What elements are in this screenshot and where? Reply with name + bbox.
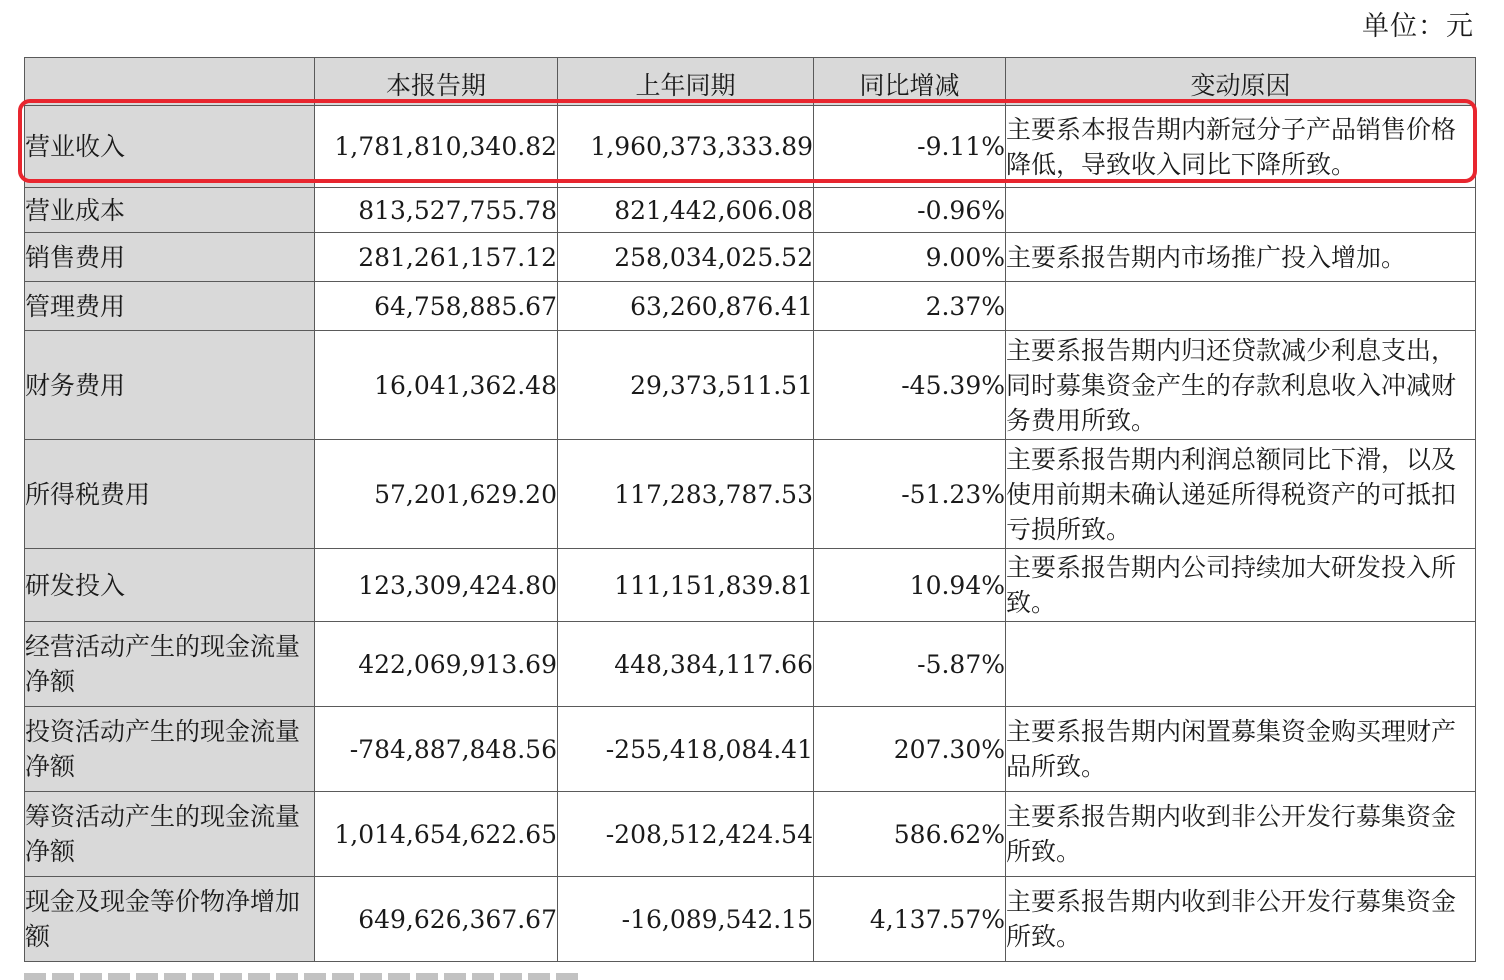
- table-row: [25, 549, 1476, 622]
- change-reason: [1006, 188, 1476, 233]
- yoy-change: -51.23%: [814, 440, 1006, 549]
- current-value: 1,014,654,622.65: [315, 792, 558, 877]
- current-value: 123,309,424.80: [315, 549, 558, 622]
- yoy-change: 586.62%: [814, 792, 1006, 877]
- row-label: 销售费用: [25, 233, 315, 282]
- current-value: 1,781,810,340.82: [315, 106, 558, 188]
- change-reason: 主要系本报告期内新冠分子产品销售价格降低，导致收入同比下降所致。: [1006, 106, 1476, 188]
- header-yoy-change: 同比增减: [814, 58, 1006, 106]
- row-label: 现金及现金等价物净增加额: [25, 877, 315, 962]
- prior-value: 29,373,511.51: [558, 331, 814, 440]
- row-label: 营业收入: [25, 106, 315, 188]
- current-value: 64,758,885.67: [315, 282, 558, 331]
- yoy-change: 10.94%: [814, 549, 1006, 622]
- yoy-change: -5.87%: [814, 622, 1006, 707]
- prior-value: 111,151,839.81: [558, 549, 814, 622]
- table-row: [25, 331, 1476, 440]
- row-label: 营业成本: [25, 188, 315, 233]
- yoy-change: -0.96%: [814, 188, 1006, 233]
- change-reason: 主要系报告期内市场推广投入增加。: [1006, 233, 1476, 282]
- prior-value: -208,512,424.54: [558, 792, 814, 877]
- change-reason: 主要系报告期内利润总额同比下滑，以及使用前期未确认递延所得税资产的可抵扣亏损所致。: [1006, 440, 1476, 549]
- yoy-change: -9.11%: [814, 106, 1006, 188]
- table-row: [25, 877, 1476, 962]
- table-row: [25, 622, 1476, 707]
- current-value: 57,201,629.20: [315, 440, 558, 549]
- yoy-change: 207.30%: [814, 707, 1006, 792]
- change-reason: 主要系报告期内公司持续加大研发投入所致。: [1006, 549, 1476, 622]
- yoy-change: 9.00%: [814, 233, 1006, 282]
- change-reason: 主要系报告期内收到非公开发行募集资金所致。: [1006, 792, 1476, 877]
- row-label: 管理费用: [25, 282, 315, 331]
- financial-table: [24, 57, 1476, 962]
- change-reason: 主要系报告期内归还贷款减少利息支出，同时募集资金产生的存款利息收入冲减财务费用所致。: [1006, 331, 1476, 440]
- yoy-change: 4,137.57%: [814, 877, 1006, 962]
- header-item: [25, 58, 315, 106]
- change-reason: [1006, 282, 1476, 331]
- table-row: [25, 188, 1476, 233]
- row-label: 财务费用: [25, 331, 315, 440]
- change-reason: 主要系报告期内闲置募集资金购买理财产品所致。: [1006, 707, 1476, 792]
- row-label: 投资活动产生的现金流量净额: [25, 707, 315, 792]
- prior-value: 258,034,025.52: [558, 233, 814, 282]
- prior-value: 821,442,606.08: [558, 188, 814, 233]
- row-label: 研发投入: [25, 549, 315, 622]
- current-value: 649,626,367.67: [315, 877, 558, 962]
- current-value: 16,041,362.48: [315, 331, 558, 440]
- current-value: 422,069,913.69: [315, 622, 558, 707]
- yoy-change: -45.39%: [814, 331, 1006, 440]
- current-value: 281,261,157.12: [315, 233, 558, 282]
- table-row: [25, 440, 1476, 549]
- table-row: [25, 233, 1476, 282]
- yoy-change: 2.37%: [814, 282, 1006, 331]
- cropped-footnote-text: [24, 966, 584, 980]
- header-current-period: 本报告期: [315, 58, 558, 106]
- table-row: [25, 282, 1476, 331]
- current-value: -784,887,848.56: [315, 707, 558, 792]
- row-label: 所得税费用: [25, 440, 315, 549]
- row-label: 经营活动产生的现金流量净额: [25, 622, 315, 707]
- prior-value: 117,283,787.53: [558, 440, 814, 549]
- unit-label: 单位：元: [1362, 11, 1474, 42]
- header-prior-period: 上年同期: [558, 58, 814, 106]
- current-value: 813,527,755.78: [315, 188, 558, 233]
- table-row: [25, 792, 1476, 877]
- table-row: [25, 106, 1476, 188]
- prior-value: -255,418,084.41: [558, 707, 814, 792]
- row-label: 筹资活动产生的现金流量净额: [25, 792, 315, 877]
- prior-value: -16,089,542.15: [558, 877, 814, 962]
- header-row: [25, 58, 1476, 106]
- prior-value: 63,260,876.41: [558, 282, 814, 331]
- header-reason: 变动原因: [1006, 58, 1476, 106]
- table-row: [25, 707, 1476, 792]
- prior-value: 448,384,117.66: [558, 622, 814, 707]
- prior-value: 1,960,373,333.89: [558, 106, 814, 188]
- change-reason: [1006, 622, 1476, 707]
- change-reason: 主要系报告期内收到非公开发行募集资金所致。: [1006, 877, 1476, 962]
